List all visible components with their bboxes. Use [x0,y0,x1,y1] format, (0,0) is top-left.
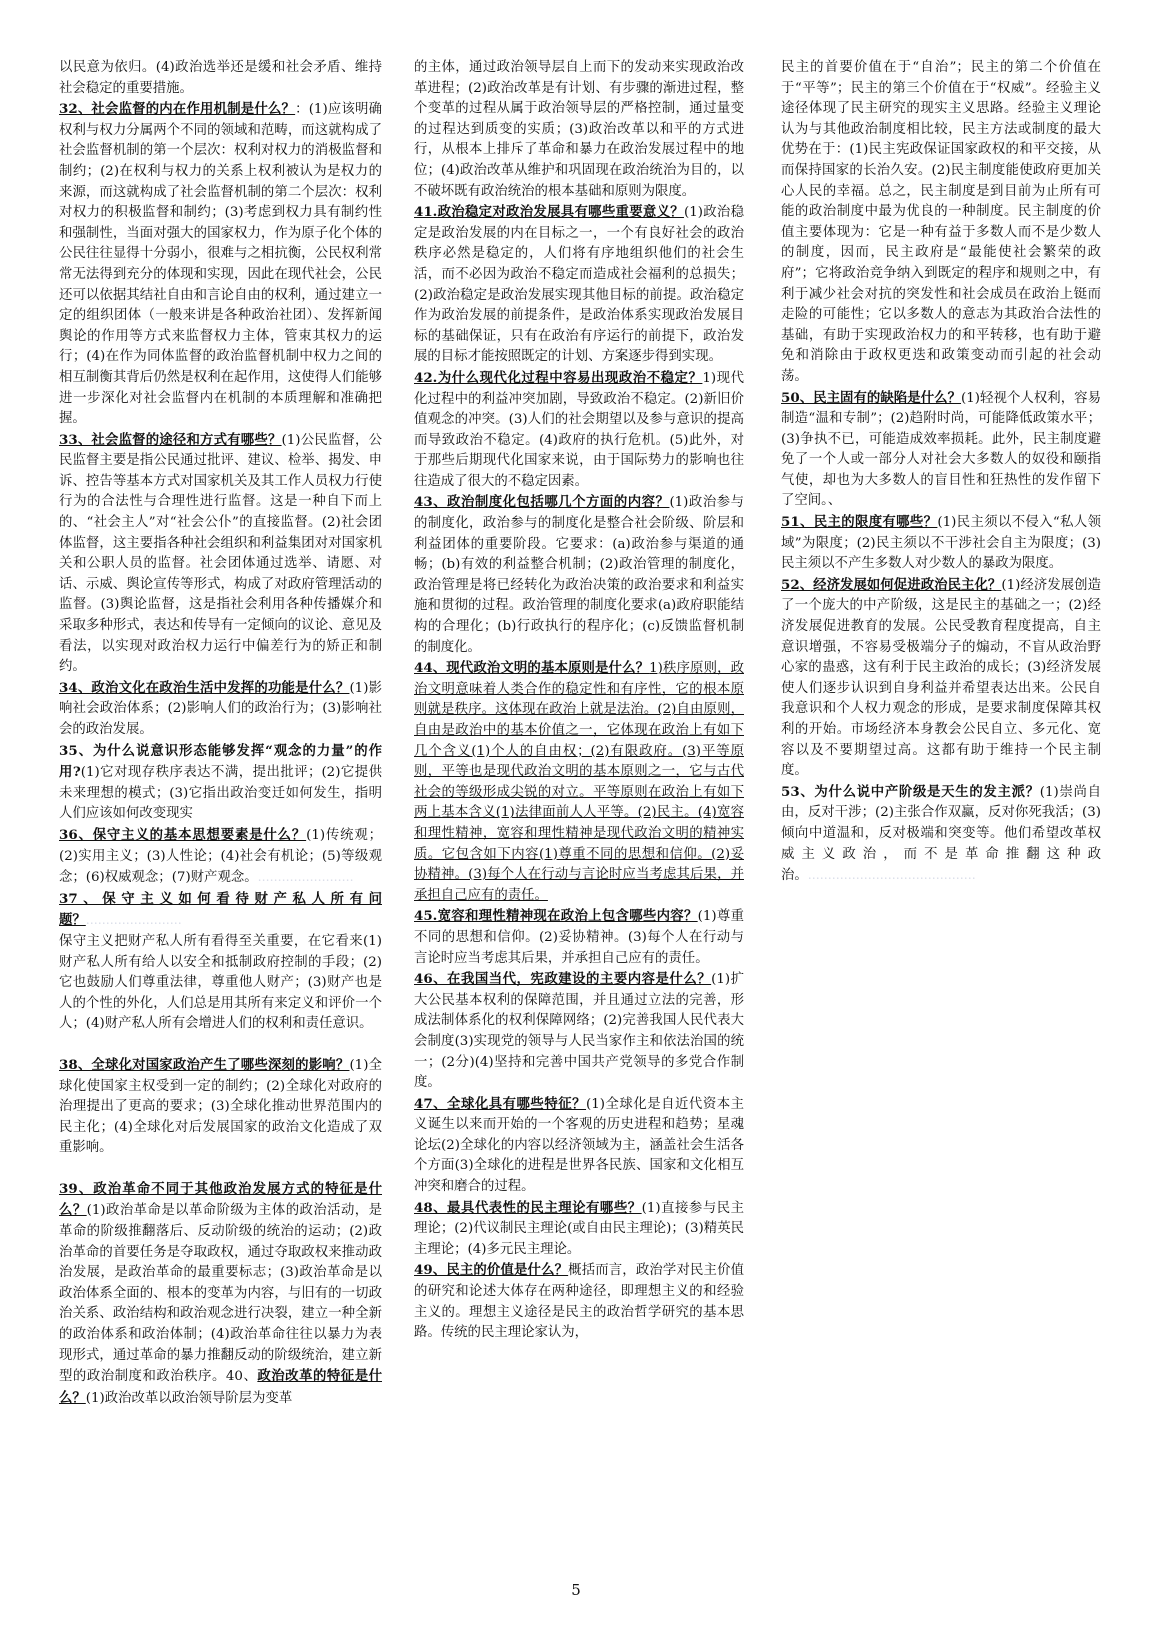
answer-text: 保守主义把财产私人所有看得至关重要，在它看来(1)财产私人所有给人以安全和抵制政府控制的手段；(2)它也鼓励人们尊重法律，尊重他人财产；(3)财产也是人的个性的外化，人们总是用其所有来定义和评价一个人；(4)财产私人所有会增进人们的权利和责任意识。 [59,933,382,1032]
question-title: 48、最具代表性的民主理论有哪些？ [414,1199,642,1216]
question-heading: 35、为什么说意识形态能够发挥“观念的力量”的作用? [59,742,382,781]
answer-text: (1)政治稳定是政治发展的内在目标之一，一个有良好社会的政治秩序必然是稳定的，人们将有序地组织他们的社会生活，而不必因为政治不稳定而造成社会福利的总损失；(2)政治稳定是政治发展实现其他目标的前提。政治稳定作为政治发展的前提条件，是政治体系实现政治发展目标的基础保证，只有在政治有序运行的前提下，政治发展的目标才能按照既定的计划、方案逐步得到实现。 [414,205,744,365]
answer-text: 民主的首要价值在于“自治”；民主的第二个价值在于“平等”；民主的第三个价值在于“权威”。经验主义途径体现了民主研究的现实主义思路。经验主义理论认为与其他政治制度相比较，民主方法或制度的最大优势在于：(1)民主宪政保证国家政权的和平交接，从而保持国家的长治久安。(2)民主制度能使政府更加关心人民的幸福。总之，民主制度是到目前为止所有可能的政治制度中最为优良的一种制度。民主制度的价值主要体现为：它是一种有益于多数人而不是少数人的制度，因而，民主政府是“最能使社会繁荣的政府”；它将政治竞争纳入到既定的程序和规则之中，有利于减少社会对抗的突发性和社会成员在政治上铤而走险的可能性；它以多数人的意志为其政治合法性的基础，有助于实现政治权力的和平转移，也有助于避免和消除由于政权更迭和政策变动而引起的社会动荡。 [781,60,1101,384]
question-paragraph [59,825,382,889]
question-paragraph [781,512,1101,575]
answer-text: 以民意为依归。(4)政治选举还是缓和社会矛盾、维持社会稳定的重要措施。 [59,60,382,96]
faint-watermark: …………………… [257,870,354,885]
question-title: 39、政治革命不同于其他政治发展方式的特征是什么？ [59,1180,382,1219]
answer-text: (1)它对现存秩序表达不满，提出批评；(2)它提供未来理想的模式；(3)它指出政治变迁如何发生，指明人们应该如何改变现实 [59,765,382,822]
question-paragraph [414,1094,744,1198]
question-heading: 53、为什么说中产阶级是天生的发主派？ [781,783,1040,800]
question-title: 33、社会监督的途径和方式有哪些？ [59,431,282,448]
column-left [59,58,382,1568]
question-title: 51、民主的限度有哪些？ [781,514,938,531]
question-paragraph [59,889,382,1035]
answer-text: (1)直接参与民主理论；(2)代议制民主理论(或自由民主理论)；(3)精英民主理论；(4)多元民主理论。 [414,1200,744,1257]
question-title: 38、全球化对国家政治产生了哪些深刻的影响？ [59,1056,350,1073]
spacer [59,1035,382,1055]
column-right [781,58,1101,993]
question-title: 46、在我国当代，宪政建设的主要内容是什么？ [414,971,712,988]
question-paragraph [781,782,1101,887]
answer-text: (1)政治革命是以革命阶级为主体的政治活动，是革命的阶级推翻落后、反动阶级的统治的运动；(2)政治革命的首要任务是夺取政权，通过夺取政权来推动政治发展，是政治革命的最重要标志；(3)政治革命是以政治体系全面的、根本的变革为内容，与旧有的一切政治关系、政治结构和政治观念进行决裂，建立一种全新的政治体系和政治体制；(4)政治革命往往以暴力为表现形式，通过革命的暴力推翻反动的阶级统治，建立新型的政治制度和政治秩序。40、 [59,1203,382,1385]
question-paragraph [59,1055,382,1159]
faint-watermark: …………………………………… [807,868,976,883]
answer-text: (1)政治参与的制度化，政治参与的制度化是整合社会阶级、阶层和利益团体的重要阶段。它要求：(a)政治参与渠道的通畅；(b)有效的利益整合机制；(2)政治管理的制度化，政治管理是将已经转化为政治决策的政治要求和利益实施和贯彻的过程。政治管理的制度化要求(a)政府职能结构的合理化；(b)行政执行的程序化；(c)反馈监督机制的制度化。 [414,495,744,655]
answer-text: (1)轻视个人权利，容易制造“温和专制”；(2)趋附时尚，可能降低政策水平；(3)争执不已，可能造成效率损耗。此外，民主制度避免了一个人或一部分人对社会大多数人的奴役和颐指气使，却也为大多数人的盲目性和狂热性的发作留下了空间。、 [781,390,1101,509]
question-title: 34、政治文化在政治生活中发挥的功能是什么？ [59,679,350,696]
question-paragraph [59,58,382,99]
spacer [59,1159,382,1179]
answer-text: 1)现代化过程中的利益冲突加剧，导致政治不稳定。(2)新旧价值观念的冲突。(3)人们的社会期望以及参与意识的提高而导致政治不稳定。(4)政府的执行危机。(5)此外，对于那些后期现代化国家来说，由于国际势力的影响也往往造成了很大的不稳定因素。 [414,370,744,489]
question-title: 50、民主固有的缺陷是什么？ [781,389,962,406]
question-title: 47、全球化具有哪些特征？ [414,1095,587,1112]
question-title: 49、民主的价值是什么？ [414,1262,569,1279]
answer-text: (1)全球化是自近代资本主义诞生以来而开始的一个客观的历史进程和趋势；星魂论坛(2)全球化的内容以经济领域为主，涵盖社会生活各个方面(3)全球化的进程是世界各民族、国家和文化相互冲突和磨合的过程。 [414,1096,744,1195]
answer-text: (1)全球化使国家主权受到一定的制约；(2)全球化对政府的治理提出了更高的要求；(3)全球化推动世界范围内的民主化；(4)全球化对后发展国家的政治文化造成了双重影响。 [59,1057,382,1156]
question-title: 44、现代政治文明的基本原则是什么？ [414,660,650,677]
answer-text: (1)扩大公民基本权利的保障范围，并且通过立法的完善，形成法制体系化的权利保障网络；(2)完善我国人民代表大会制度(3)实现党的领导与人民当家作主和依法治国的统一；(2分)(4)坚持和完善中国共产党领导的多党合作制度。 [414,972,744,1091]
answer-text: (1)影响社会政治体系；(2)影响人们的政治行为；(3)影响社会的政治发展。 [59,680,382,737]
question-paragraph [414,58,744,202]
faint-watermark: …………………… [85,913,182,928]
question-paragraph [414,658,744,906]
question-paragraph [781,58,1101,388]
answer-text: 概括而言，政治学对民主价值的研究和论述大体存在两种途径，即理想主义的和经验主义的。理想主义途径是民主的政治哲学研究的基本思路。传统的民主理论家认为， [414,1263,744,1341]
question-paragraph [414,202,744,368]
answer-text: (1)崇尚自由，反对干涉；(2)主张合作双赢，反对你死我活；(3)倾向中道温和，反对极端和突变等。他们希望改革权威主义政治，而不是革命推翻这种政治。 [781,784,1101,884]
question-paragraph [59,430,382,678]
question-paragraph [59,1179,382,1410]
answer-text: (1)政治改革以政治领导阶层为变革 [85,1390,293,1406]
question-title: 52、经济发展如何促进政治民主化？ [781,576,1002,593]
answer-text: 1)秩序原则，政治文明意味着人类合作的稳定性和有序性，它的根本原则就是秩序。这体现在政治上就是法治。(2)自由原则，自由是政治中的基本价值之一，它体现在政治上有如下几个含义(1)个人的自由权；(2)有限政府。(3)平等原则，平等也是现代政治文明的基本原则之一，它与古代社会的等级形成尖锐的对立。平等原则在政治上有如下两上基本含义(1)法律面前人人平等。(2)民主。(4)宽容和理性精神，宽容和理性精神是现代政治文明的精神实质。它包含如下内容(1)尊重不同的思想和信仰。(2)妥协精神。(3)每个人在行动与言论时应当考虑其后果，并承担自己应有的责任。 [414,661,744,903]
answer-text: (1)经济发展创造了一个庞大的中产阶级，这是民主的基础之一；(2)经济发展促进教育的发展。公民受教育程度提高，自主意识增强，不容易受极端分子的煽动，不盲从政治野心家的蛊惑，这有利于民主政治的成长；(3)经济发展使人们逐步认识到自身利益并希望表达出来。公民自我意识和个人权力观念的形成，是要求制度保障其权利的开始。市场经济本身教会公民自立、多元化、宽容以及不要期望过高。这都有助于维持一个民主制度。 [781,577,1101,779]
question-title: 45.宽容和理性精神现在政治上包含哪些内容？ [414,908,698,925]
answer-text: (1)民主须以不侵入“私人领域”为限度；(2)民主须以不干涉社会自主为限度；(3)民主须以不产生多数人对少数人的暴政为限度。 [781,515,1101,572]
question-title: 37、保守主义如何看待财产私人所有问题？ [59,890,382,929]
question-paragraph [414,906,744,969]
question-title: 政治改革的特征是什么？ [59,1368,382,1406]
answer-text: (1)公民监督，公民监督主要是指公民通过批评、建议、检举、揭发、申诉、控告等基本方式对国家机关及其工作人员权力行使行为的合法性与合理性进行监督。这是一种自下而上的、“社会主人”对“社会公仆”的直接监督。(2)社会团体监督，这主要指各种社会组织和利益集团对对国家机关和公职人员的监督。社会团体通过选举、请愿、对话、示威、舆论宣传等形式，构成了对政府管理活动的监督。(3)舆论监督，这是指社会利用各种传播媒介和采取多种形式，表达和传导有一定倾向的议论、意见及看法，以实现对政治权力运行中偏差行为的矫正和制约。 [59,432,382,675]
answer-text: (1)尊重不同的思想和信仰。(2)妥协精神。(3)每个人在行动与言论时应当考虑其后果，并承担自己应有的责任。 [414,909,744,966]
question-title: 32、社会监督的内在作用机制是什么？ [59,101,296,118]
answer-text: (1)传统观；(2)实用主义；(3)人性论；(4)社会有机论；(5)等级观念；(6)权威观念；(7)财产观念。 [59,827,382,886]
question-paragraph [414,492,744,658]
question-title: 41.政治稳定对政治发展具有哪些重要意义？ [414,204,684,221]
question-paragraph [59,741,382,825]
answer-text: 的主体，通过政治领导层自上而下的发动来实现政治改革进程；(2)政治改革是有计划、有步骤的渐进过程，整个变革的过程从属于政治领导层的严格控制，通过量变的过程达到质变的实质；(3)政治改革以和平的方式进行，从根本上排斥了革命和暴力在政治发展过程中的地位；(4)政治改革从维护和巩固现在政治统治为目的，以不破坏既有政治统治的根本基础和原则为限度。 [414,60,744,199]
page-number: 5 [571,1581,581,1599]
question-paragraph [781,388,1101,513]
question-paragraph [59,99,382,430]
question-paragraph [414,969,744,1094]
question-paragraph [414,368,744,493]
answer-text: ：(1)应该明确权利与权力分属两个不同的领域和范畴，而这就构成了社会监督机制的第一个层次：权利对权力的消极监督和制约；(2)在权利与权力的关系上权利被认为是权力的来源，而这就构成了社会监督机制的第二个层次：权利对权力的积极监督和制约；(3)考虑到权力具有制约性和强制性，当面对强大的国家权力，作为原子化个体的公民往往显得十分弱小，很难与之相抗衡，公民权利常常无法得到充分的体现和实现，因此在现代社会，公民还可以依据其结社自由和言论自由的权利，通过建立一定的组织团体（一般来讲是各种政治社团）、发挥新闻舆论的作用等方式来监督权力主体，管束其权力的运行；(4)在作为同体监督的政治监督机制中权力之间的相互制衡其背后仍然是权利在起作用，这使得人们能够进一步深化对社会监督内在机制的本质理解和准确把握。 [59,102,382,427]
question-title: 36、保守主义的基本思想要素是什么？ [59,826,307,843]
question-title: 43、政治制度化包括哪几个方面的内容？ [414,494,670,511]
column-middle [414,58,744,1568]
question-title: 42.为什么现代化过程中容易出现政治不稳定？ [414,369,703,386]
question-paragraph [781,575,1101,782]
question-paragraph [414,1198,744,1261]
question-paragraph [414,1260,744,1343]
question-paragraph [59,678,382,741]
